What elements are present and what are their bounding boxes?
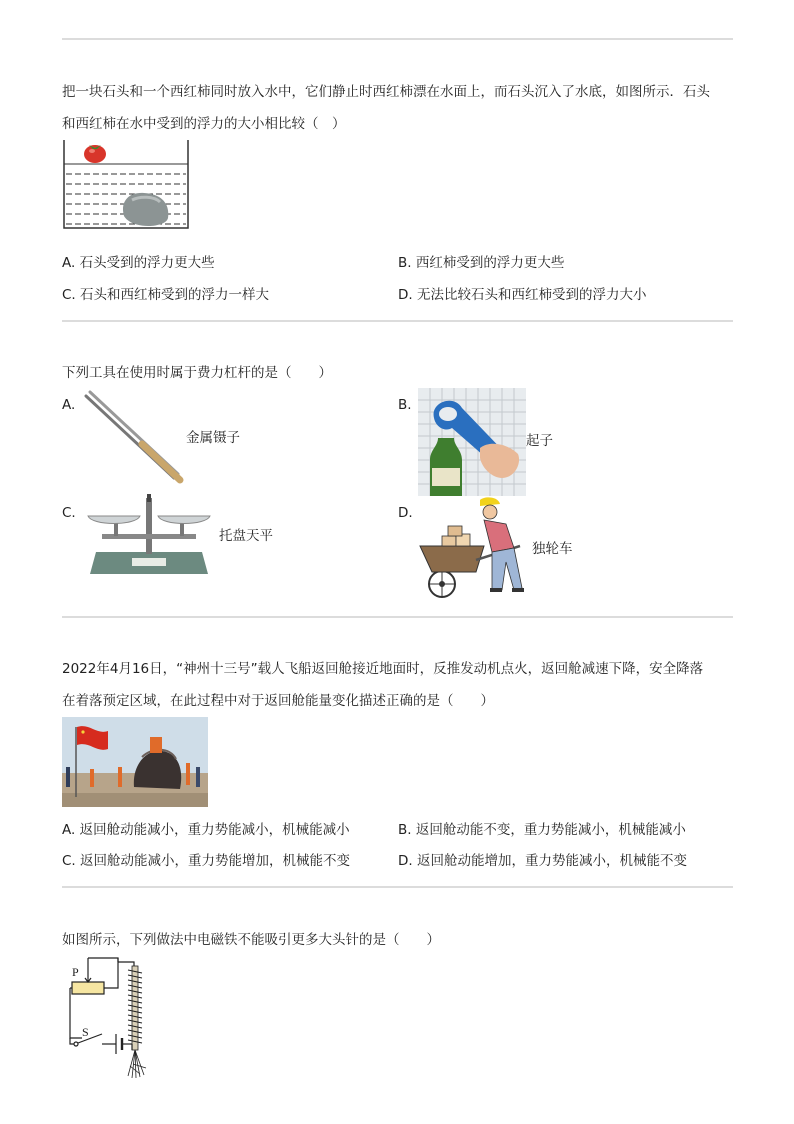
q1-option-b[interactable]: B. 西红柿受到的浮力更大些 [398, 255, 565, 271]
tomato-icon [84, 145, 106, 163]
divider-q1-q2 [62, 320, 733, 322]
pins-icon [128, 1050, 146, 1078]
q1-stem-line1: 把一块石头和一个西红柿同时放入水中，它们静止时西红柿漂在水面上，而石头沉入了水底，如图所示．石头 [62, 84, 710, 100]
q4-stem: 如图所示，下列做法中电磁铁不能吸引更多大头针的是（ ） [62, 932, 440, 948]
q3-option-d[interactable]: D. 返回舱动能增加，重力势能减小，机械能不变 [398, 853, 687, 869]
q2-option-d-letter[interactable]: D. [398, 505, 413, 521]
q2-option-a-letter[interactable]: A. [62, 397, 76, 413]
q3-option-a[interactable]: A. 返回舱动能减小，重力势能减小，机械能减小 [62, 822, 350, 838]
q2-label-opener: 起子 [526, 433, 553, 449]
q2-option-c-letter[interactable]: C. [62, 505, 76, 521]
bottle-opener-icon [418, 388, 526, 496]
q3-stem-line2: 在着落预定区域，在此过程中对于返回舱能量变化描述正确的是（ ） [62, 693, 494, 709]
divider-top [62, 38, 733, 40]
divider-q2-q3 [62, 616, 733, 618]
q1-option-a[interactable]: A. 石头受到的浮力更大些 [62, 255, 215, 271]
wheelbarrow-worker-icon [418, 496, 530, 602]
q2-label-tweezers: 金属镊子 [186, 430, 240, 446]
q3-option-b[interactable]: B. 返回舱动能不变，重力势能减小，机械能减小 [398, 822, 686, 838]
q1-option-c[interactable]: C. 石头和西红柿受到的浮力一样大 [62, 287, 270, 303]
q2-option-b-letter[interactable]: B. [398, 397, 412, 413]
q2-label-wheelbarrow: 独轮车 [532, 541, 573, 557]
q1-water-container-figure [62, 138, 190, 232]
tweezers-icon [82, 388, 186, 490]
capsule-landing-photo [62, 717, 208, 807]
circuit-label-s: S [82, 1025, 89, 1039]
balance-scale-icon [84, 492, 212, 578]
q2-stem: 下列工具在使用时属于费力杠杆的是（ ） [62, 365, 332, 381]
divider-q3-q4 [62, 886, 733, 888]
q2-label-balance: 托盘天平 [219, 528, 273, 544]
q1-stem-line2: 和西红柿在水中受到的浮力的大小相比较（ ） [62, 116, 346, 132]
electromagnet-circuit-figure [62, 954, 158, 1080]
q3-option-c[interactable]: C. 返回舱动能减小，重力势能增加，机械能不变 [62, 853, 351, 869]
q3-stem-line1: 2022年4月16日，“神州十三号”载人飞船返回舱接近地面时，反推发动机点火，返回舱减速下降，安全降落 [62, 661, 704, 677]
circuit-label-p: P [72, 965, 79, 979]
q1-option-d[interactable]: D. 无法比较石头和西红柿受到的浮力大小 [398, 287, 647, 303]
